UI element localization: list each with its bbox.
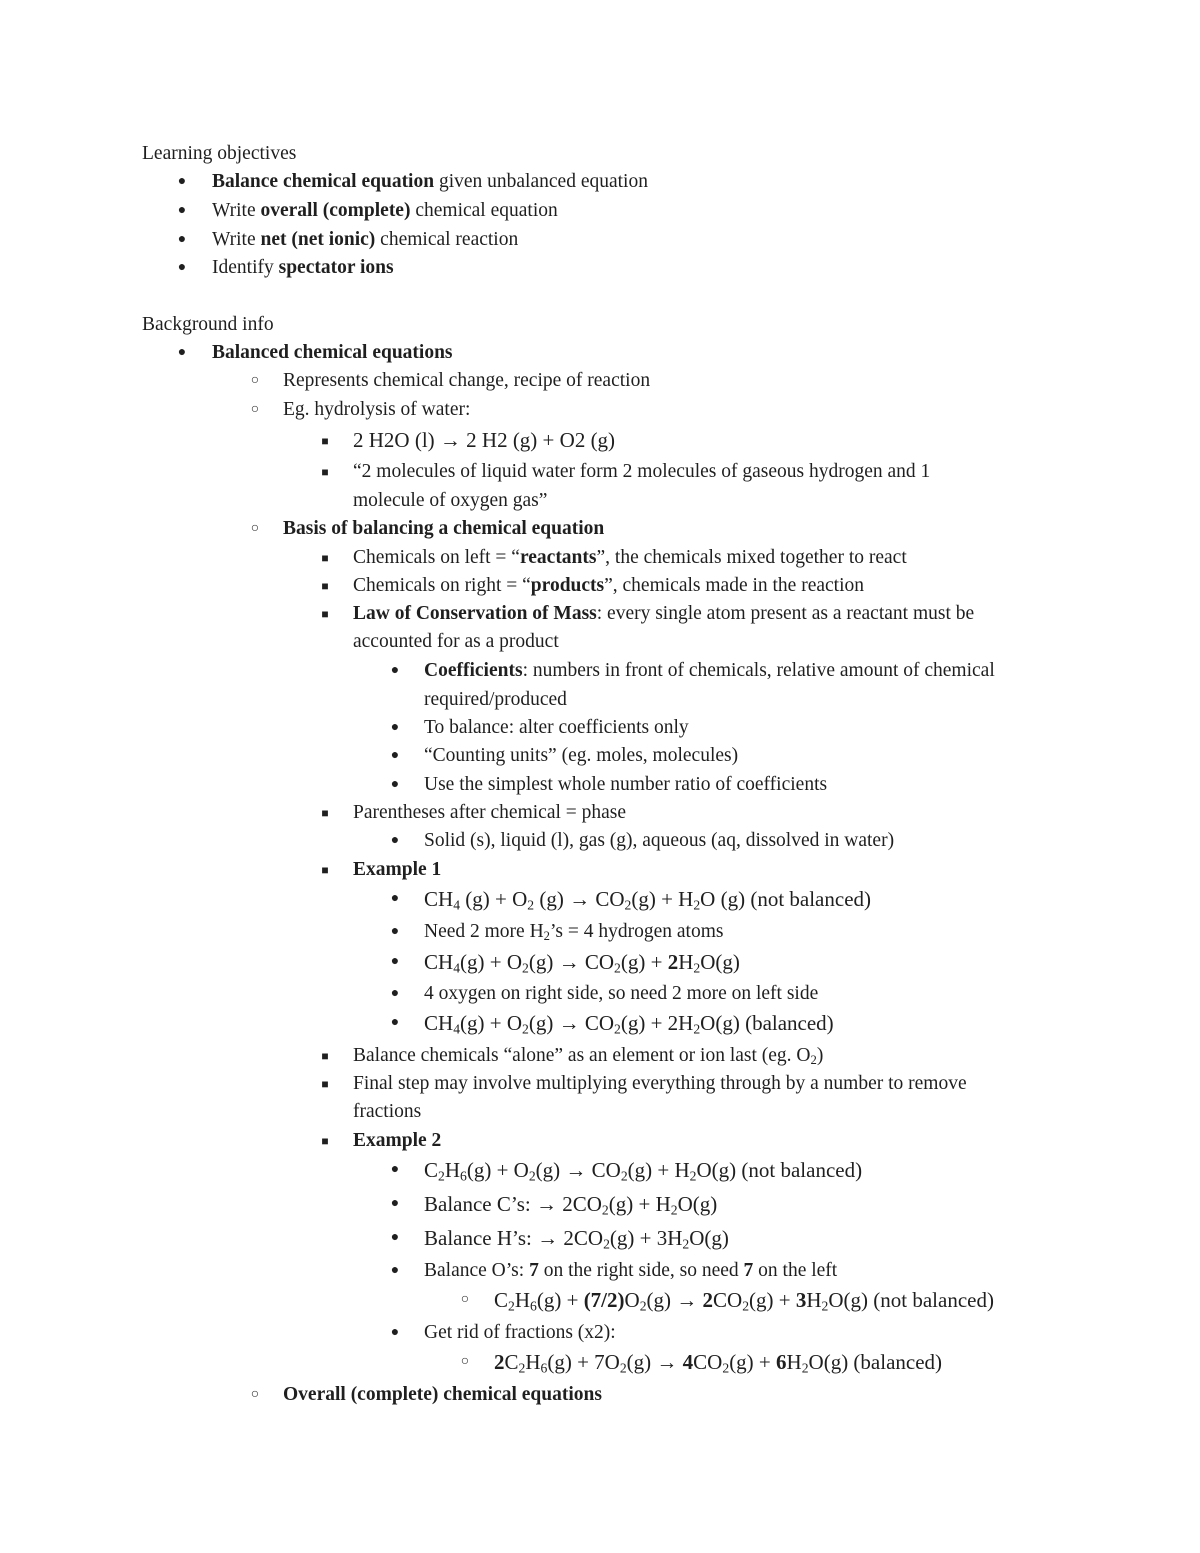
law-line-1: Law of Conservation of Mass: every single atom present as a reactant must be xyxy=(353,603,975,624)
background-heading: Background info xyxy=(142,314,274,335)
disc-bullet-icon: ● xyxy=(177,174,187,189)
final-step-line-2: fractions xyxy=(353,1101,422,1122)
coefficients-line-2: required/produced xyxy=(424,689,567,710)
square-bullet-icon: ■ xyxy=(321,1134,329,1148)
circle-bullet-icon: ○ xyxy=(250,521,260,536)
disc-bullet-icon: ● xyxy=(390,1162,400,1177)
disc-bullet-icon: ● xyxy=(390,924,400,939)
disc-bullet-icon: ● xyxy=(390,1325,400,1340)
list-item: Chemicals on right = “products”, chemicals made in the reaction xyxy=(353,575,865,596)
objective-item: Identify spectator ions xyxy=(212,257,394,278)
disc-bullet-icon: ● xyxy=(390,748,400,763)
example-2-title: Example 2 xyxy=(353,1130,442,1151)
square-bullet-icon: ■ xyxy=(321,607,329,621)
ex2-balance-hydrogen: Balance H’s: → $2CO_2(g) + 3H_2O(g)$ xyxy=(424,1226,729,1252)
basis-title: Basis of balancing a chemical equation xyxy=(283,518,605,539)
disc-bullet-icon: ● xyxy=(390,986,400,1001)
disc-bullet-icon: ● xyxy=(390,954,400,969)
objective-item: Balance chemical equation given unbalanced equation xyxy=(212,171,648,192)
square-bullet-icon: ■ xyxy=(321,806,329,820)
disc-bullet-icon: ● xyxy=(390,1263,400,1278)
list-item: Represents chemical change, recipe of reaction xyxy=(283,370,651,391)
circle-bullet-icon: ○ xyxy=(460,1292,470,1307)
objective-item: Write overall (complete) chemical equation xyxy=(212,200,558,221)
ex2-fraction-equation: $C_2H_6(g) + (7/2)O_2(g) \to 2CO_2(g) + 3H_2O(g)$ (not balanced) xyxy=(494,1288,994,1314)
circle-bullet-icon: ○ xyxy=(250,1387,260,1402)
disc-bullet-icon: ● xyxy=(390,1230,400,1245)
circle-bullet-icon: ○ xyxy=(250,373,260,388)
disc-bullet-icon: ● xyxy=(390,720,400,735)
list-item: “Counting units” (eg. moles, molecules) xyxy=(424,745,739,766)
final-step-line-1: Final step may involve multiplying everything through by a number to remove xyxy=(353,1073,967,1094)
square-bullet-icon: ■ xyxy=(321,863,329,877)
disc-bullet-icon: ● xyxy=(177,345,187,360)
ex2-equation-balanced: $2C_2H_6(g) + 7O_2(g) \to 4CO_2(g) + 6H_2O(g)$ (balanced) xyxy=(494,1350,943,1376)
list-item: Parentheses after chemical = phase xyxy=(353,802,627,823)
ex2-equation-unbalanced: $C_2H_6(g) + O_2(g) \to CO_2(g) + H_2O(g)$ (not balanced) xyxy=(424,1158,863,1184)
ex2-balance-oxygen: Balance O’s: 7 on the right side, so need 7 on the left xyxy=(424,1260,838,1281)
disc-bullet-icon: ● xyxy=(390,1196,400,1211)
learning-objectives-heading: Learning objectives xyxy=(142,143,297,164)
ex1-equation-unbalanced: $CH_4$ $(g) + O_2$ $(g) \to CO_2(g) + H_2O$ (g) (not balanced) xyxy=(424,887,872,913)
ex1-equation-balanced: $CH_4(g) + O_2(g) \to CO_2(g) + 2H_2O(g)$ (balanced) xyxy=(424,1011,834,1037)
ex1-equation-step: $CH_4(g) + O_2(g) \to CO_2(g) + 2H_2O(g)$ xyxy=(424,950,740,976)
disc-bullet-icon: ● xyxy=(390,777,400,792)
square-bullet-icon: ■ xyxy=(321,551,329,565)
balanced-equations-title: Balanced chemical equations xyxy=(212,342,453,363)
ex2-fractions-note: Get rid of fractions (x2): xyxy=(424,1322,616,1343)
disc-bullet-icon: ● xyxy=(390,663,400,678)
ex2-balance-carbon: Balance C’s: → $2CO_2(g) + H_2O(g)$ xyxy=(424,1192,718,1218)
circle-bullet-icon: ○ xyxy=(250,402,260,417)
square-bullet-icon: ■ xyxy=(321,434,329,448)
law-line-2: accounted for as a product xyxy=(353,631,559,652)
list-item: Chemicals on left = “reactants”, the chemicals mixed together to react xyxy=(353,547,907,568)
hydrolysis-quote-line-2: molecule of oxygen gas” xyxy=(353,490,548,511)
coefficients-line-1: Coefficients: numbers in front of chemicals, relative amount of chemical xyxy=(424,660,995,681)
hydrolysis-quote-line-1: “2 molecules of liquid water form 2 molecules of gaseous hydrogen and 1 xyxy=(353,461,931,482)
square-bullet-icon: ■ xyxy=(321,1049,329,1063)
disc-bullet-icon: ● xyxy=(177,232,187,247)
disc-bullet-icon: ● xyxy=(390,1015,400,1030)
list-item: Solid (s), liquid (l), gas (g), aqueous (aq, dissolved in water) xyxy=(424,830,895,851)
ex1-need-hydrogen: Need 2 more $H_2’s = 4$ hydrogen atoms xyxy=(424,921,724,944)
disc-bullet-icon: ● xyxy=(177,260,187,275)
disc-bullet-icon: ● xyxy=(177,203,187,218)
objective-item: Write net (net ionic) chemical reaction xyxy=(212,229,519,250)
square-bullet-icon: ■ xyxy=(321,579,329,593)
list-item: Use the simplest whole number ratio of coefficients xyxy=(424,774,828,795)
overall-equations-title: Overall (complete) chemical equations xyxy=(283,1384,602,1405)
list-item: To balance: alter coefficients only xyxy=(424,717,689,738)
hydrolysis-equation: 2 H2O (l) → 2 H2 (g) + O2 (g) xyxy=(353,428,616,452)
ex1-oxygen-note: 4 oxygen on right side, so need 2 more on left side xyxy=(424,983,819,1004)
disc-bullet-icon: ● xyxy=(390,891,400,906)
disc-bullet-icon: ● xyxy=(390,833,400,848)
circle-bullet-icon: ○ xyxy=(460,1354,470,1369)
square-bullet-icon: ■ xyxy=(321,1077,329,1091)
list-item: Eg. hydrolysis of water: xyxy=(283,399,471,420)
square-bullet-icon: ■ xyxy=(321,465,329,479)
example-1-title: Example 1 xyxy=(353,859,442,880)
balance-alone-note: Balance chemicals “alone” as an element or ion last (eg. $O_2$) xyxy=(353,1045,824,1068)
